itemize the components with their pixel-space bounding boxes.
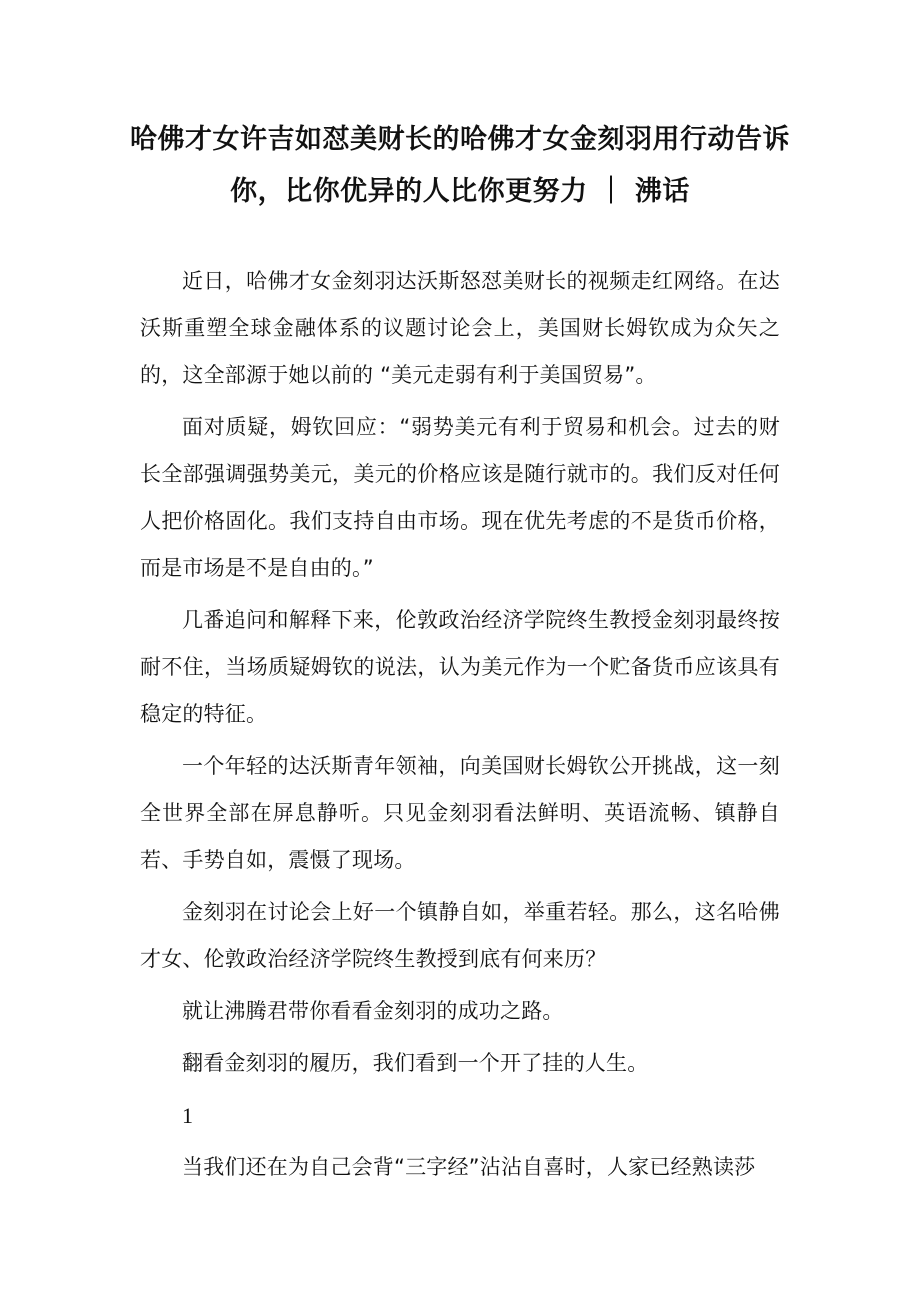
paragraph: 就让沸腾君带你看看金刻羽的成功之路。: [182, 999, 564, 1023]
paragraph: 几番追问和解释下来，伦敦政治经济学院终生教授金刻羽最终按耐不住，当场质疑姆钦的说法，认为美元作为一个贮备货币应该具有稳定的特征。: [140, 608, 780, 726]
paragraph: 当我们还在为自己会背“三字经”沾沾自喜时，人家已经熟读莎: [182, 1155, 756, 1179]
article-title: 哈佛才女许吉如怼美财长的哈佛才女金刻羽用行动告诉你，比你优异的人比你更努力 ｜ 沸话: [130, 124, 790, 207]
paragraph: 翻看金刻羽的履历，我们看到一个开了挂的人生。: [182, 1051, 649, 1075]
paragraph: 近日，哈佛才女金刻羽达沃斯怒怼美财长的视频走红网络。在达沃斯重塑全球金融体系的议题讨论会上，美国财长姆钦成为众矢之的，这全部源于她以前的 “美元走弱有利于美国贸易”。: [140, 269, 780, 387]
paragraph: 一个年轻的达沃斯青年领袖，向美国财长姆钦公开挑战，这一刻全世界全部在屏息静听。只见金刻羽看法鲜明、英语流畅、镇静自若、手势自如，震慑了现场。: [140, 754, 780, 872]
section-number: 1: [182, 1103, 194, 1128]
article-body: [140, 258, 780, 1196]
paragraph: 面对质疑，姆钦回应：“弱势美元有利于贸易和机会。过去的财长全部强调强势美元，美元的价格应该是随行就市的。我们反对任何人把价格固化。我们支持自由市场。现在优先考虑的不是货币价格，而是市场是不是自由的。”: [140, 415, 780, 580]
paragraph: 金刻羽在讨论会上好一个镇静自如，举重若轻。那么，这名哈佛才女、伦敦政治经济学院终生教授到底有何来历？: [140, 900, 780, 971]
